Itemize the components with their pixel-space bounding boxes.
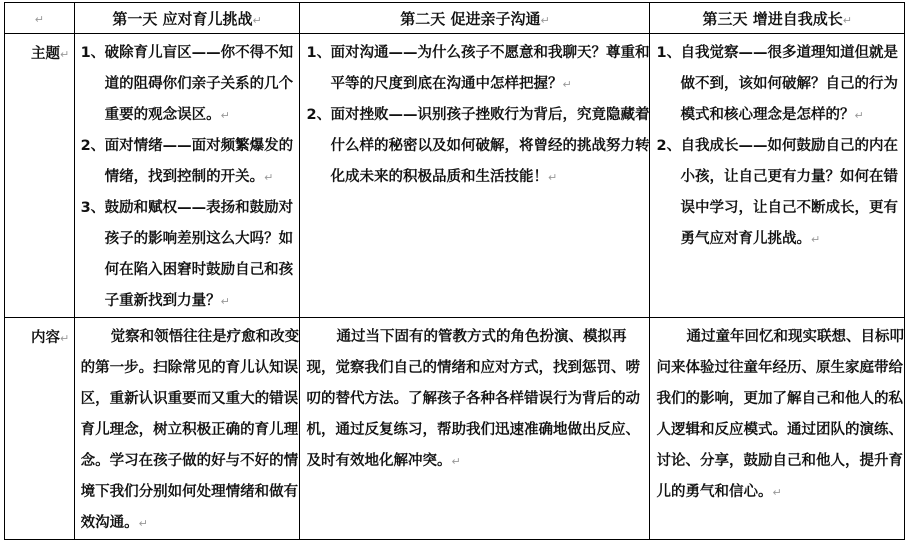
list-item-line [81, 100, 300, 131]
list-item-text: 孩子的影响差别这么大吗？如 [104, 231, 294, 247]
list-item-line [81, 286, 300, 317]
list-item-line [306, 69, 649, 100]
list-item-line [656, 38, 904, 69]
list-item-text: 何在陷入困窘时鼓励自己和孩 [104, 262, 294, 278]
day-header-3 [650, 3, 905, 34]
list-item-text: 小孩，让自己更有力量？如何在错 [680, 169, 898, 185]
list-item-line [81, 224, 300, 255]
paragraph-text: 境下我们分别如何处理情绪和做有 [80, 484, 299, 500]
paragraph-mark-icon: ↵ [252, 13, 262, 27]
course-schedule-table [4, 2, 905, 540]
header-row [5, 3, 905, 34]
paragraph-mark-icon: ↵ [540, 13, 550, 27]
content-cell [650, 318, 905, 540]
list-item-text: 重要的观念误区。 [104, 107, 221, 123]
corner-cell [5, 3, 75, 34]
paragraph-mark-icon: ↵ [451, 455, 461, 468]
list-item-line [306, 100, 649, 131]
paragraph-text: 通过童年回忆和现实联想、目标叩 [686, 329, 904, 345]
list-number: 2、 [80, 138, 106, 154]
list-item-line [656, 224, 904, 255]
paragraph-text: 我们的影响，更加了解自己和他人的私 [656, 391, 903, 407]
list-item-text: 破除育儿盲区——你不得不知 [104, 45, 294, 61]
paragraph-mark-icon: ↵ [220, 109, 230, 122]
paragraph-text: 问来体验过往童年经历、原生家庭带给 [656, 360, 903, 376]
paragraph-line [306, 446, 649, 477]
paragraph-text: 人逻辑和反应模式。通过团队的演练、 [656, 422, 903, 438]
list-item-text: 误中学习，让自己不断成长，更有 [680, 200, 898, 216]
list-item-text: 化成未来的积极品质和生活技能！ [330, 169, 548, 185]
list-item-line [306, 38, 649, 69]
paragraph-mark-icon: ↵ [562, 78, 572, 91]
day-title: 第二天 促进亲子沟通 [400, 9, 541, 28]
list-item-line [656, 69, 904, 100]
list-item-text: 面对挫败——识别孩子挫败行为背后，究竟隐藏着 [330, 107, 650, 123]
paragraph-line [81, 508, 300, 539]
day-header-1 [74, 3, 300, 34]
list-item-line [81, 38, 300, 69]
list-number: 2、 [656, 138, 682, 154]
list-item-text: 道的阻碍你们亲子关系的几个 [104, 76, 294, 92]
paragraph-mark-icon: ↵ [60, 48, 70, 61]
paragraph-mark-icon: ↵ [60, 332, 70, 345]
row-label-cell [5, 34, 75, 318]
topic-cell [650, 34, 905, 318]
paragraph-mark-icon: ↵ [34, 13, 44, 26]
paragraph-text: 讨论、分享，鼓励自己和他人，提升育 [656, 453, 903, 469]
paragraph-mark-icon: ↵ [810, 233, 821, 246]
list-item-line [656, 100, 904, 131]
list-item-line [306, 162, 649, 193]
paragraph-line [81, 353, 300, 384]
topic-cell [74, 34, 300, 318]
paragraph-mark-icon: ↵ [842, 13, 852, 27]
paragraph-line [306, 322, 649, 353]
paragraph-mark-icon: ↵ [854, 109, 864, 122]
list-number: 1、 [80, 45, 106, 61]
paragraph-mark-icon: ↵ [264, 171, 274, 184]
paragraph-text: 区，重新认识重要而又重大的错误 [80, 391, 299, 407]
list-item-text: 情绪，找到控制的开关。 [104, 169, 265, 185]
content-row [5, 318, 905, 540]
list-item-line [81, 162, 300, 193]
list-item-line [656, 162, 904, 193]
list-item-text: 自我成长——如何鼓励自己的内在 [680, 138, 898, 154]
paragraph-line [656, 384, 904, 415]
paragraph-line [656, 477, 904, 508]
list-item-text: 面对沟通——为什么孩子不愿意和我聊天？尊重和 [330, 45, 650, 61]
paragraph-text: 育儿理念，树立积极正确的育儿理 [80, 422, 299, 438]
paragraph-line [81, 477, 300, 508]
list-item-line [306, 131, 649, 162]
paragraph-mark-icon: ↵ [772, 486, 782, 499]
paragraph-line [306, 384, 649, 415]
paragraph-mark-icon: ↵ [220, 295, 230, 308]
list-item-text: 子重新找到力量？ [104, 293, 221, 309]
list-number: 2、 [306, 107, 332, 123]
paragraph-line [656, 415, 904, 446]
topic-cell [300, 34, 650, 318]
paragraph-text: 儿的勇气和信心。 [656, 484, 773, 500]
row-label: 主题 [31, 46, 60, 62]
paragraph-line [306, 415, 649, 446]
paragraph-mark-icon: ↵ [547, 171, 558, 184]
list-item-text: 做不到，该如何破解？自己的行为 [680, 76, 898, 92]
list-item-text: 面对情绪——面对频繁爆发的 [104, 138, 294, 154]
content-cell [300, 318, 650, 540]
list-item-text: 平等的尺度到底在沟通中怎样把握？ [330, 76, 563, 92]
paragraph-text: 现，觉察我们自己的情绪和应对方式，找到惩罚、唠 [306, 360, 640, 376]
list-item-text: 什么样的秘密以及如何破解，将曾经的挑战努力转 [330, 138, 650, 154]
list-item-line [81, 255, 300, 286]
list-item-line [81, 193, 300, 224]
paragraph-text: 通过当下固有的管教方式的角色扮演、模拟再 [336, 329, 627, 345]
paragraph-line [81, 415, 300, 446]
list-item-text: 模式和核心理念是怎样的？ [680, 107, 855, 123]
row-label-cell [5, 318, 75, 540]
day-header-2 [300, 3, 650, 34]
paragraph-line [81, 322, 300, 353]
paragraph-line [656, 353, 904, 384]
list-item-text: 自我觉察——很多道理知道但就是 [680, 45, 898, 61]
list-number: 1、 [656, 45, 682, 61]
paragraph-mark-icon: ↵ [138, 517, 148, 530]
paragraph-line [81, 384, 300, 415]
list-item-line [656, 131, 904, 162]
list-item-line [81, 69, 300, 100]
paragraph-text: 及时有效地化解冲突。 [306, 453, 452, 469]
list-number: 1、 [306, 45, 332, 61]
paragraph-line [81, 446, 300, 477]
row-label: 内容 [31, 330, 60, 346]
list-number: 3、 [80, 200, 106, 216]
paragraph-text: 的第一步。扫除常见的育儿认知误 [80, 360, 299, 376]
paragraph-line [656, 322, 904, 353]
day-title: 第三天 增进自我成长 [702, 9, 843, 28]
content-cell [74, 318, 300, 540]
paragraph-text: 觉察和领悟往往是疗愈和改变 [110, 329, 300, 345]
topic-row [5, 34, 905, 318]
paragraph-text: 念。学习在孩子做的好与不好的情 [80, 453, 299, 469]
paragraph-line [306, 353, 649, 384]
paragraph-text: 叨的替代方法。了解孩子各种各样错误行为背后的动 [306, 391, 640, 407]
paragraph-text: 效沟通。 [80, 515, 139, 531]
day-title: 第一天 应对育儿挑战 [112, 9, 253, 28]
list-item-line [656, 193, 904, 224]
paragraph-text: 机，通过反复练习，帮助我们迅速准确地做出反应、 [306, 422, 640, 438]
paragraph-line [656, 446, 904, 477]
list-item-line [81, 131, 300, 162]
list-item-text: 鼓励和赋权——表扬和鼓励对 [104, 200, 294, 216]
list-item-text: 勇气应对育儿挑战。 [680, 231, 811, 247]
